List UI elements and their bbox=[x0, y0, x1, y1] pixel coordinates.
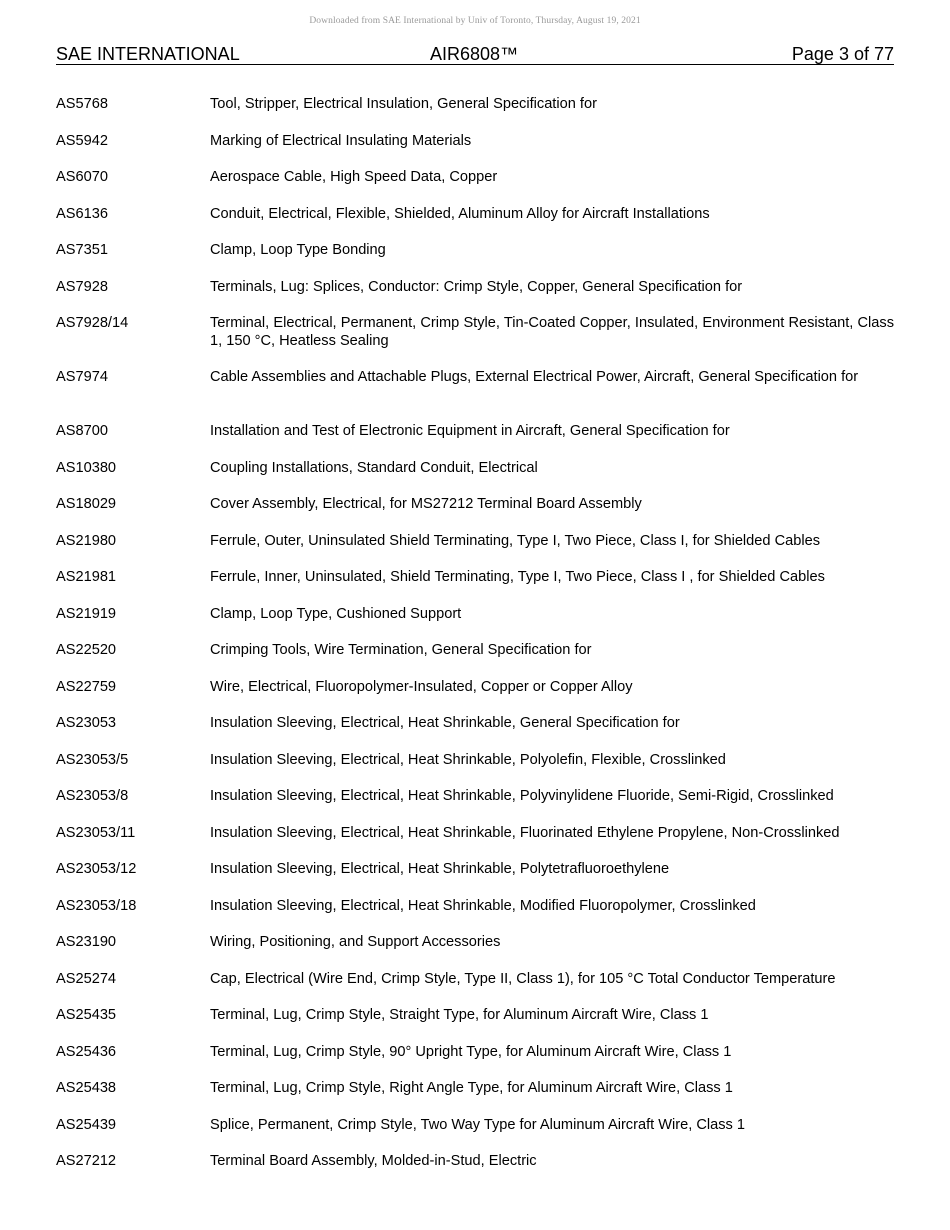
reference-title: Terminal, Lug, Crimp Style, Right Angle Type, for Aluminum Aircraft Wire, Class 1 bbox=[210, 1080, 733, 1096]
reference-code: AS5768 bbox=[56, 96, 108, 112]
reference-entry bbox=[56, 606, 894, 643]
reference-entry bbox=[56, 133, 894, 170]
reference-entry bbox=[56, 569, 894, 606]
reference-code: AS23190 bbox=[56, 934, 117, 950]
reference-entry bbox=[56, 1117, 894, 1154]
reference-title: Terminal Board Assembly, Molded-in-Stud, Electric bbox=[210, 1153, 537, 1169]
reference-title: Terminals, Lug: Splices, Conductor: Crimp Style, Copper, General Specification for bbox=[210, 278, 743, 295]
reference-code: AS25438 bbox=[56, 1080, 117, 1096]
reference-code: AS21981 bbox=[56, 569, 117, 585]
reference-code: AS7974 bbox=[56, 369, 108, 385]
reference-code: AS23053 bbox=[56, 715, 117, 731]
reference-code: AS21980 bbox=[56, 532, 117, 549]
reference-list bbox=[56, 96, 894, 1190]
reference-code: AS23053/11 bbox=[56, 824, 136, 841]
page-header bbox=[56, 44, 894, 65]
reference-entry bbox=[56, 242, 894, 279]
reference-code: AS25439 bbox=[56, 1116, 117, 1133]
reference-title: Wire, Electrical, Fluoropolymer-Insulated, Copper or Copper Alloy bbox=[210, 678, 633, 695]
reference-code: AS23053/8 bbox=[56, 788, 129, 804]
reference-entry bbox=[56, 279, 894, 316]
reference-title: Terminal, Lug, Crimp Style, Straight Type, for Aluminum Aircraft Wire, Class 1 bbox=[210, 1007, 709, 1023]
reference-code: AS22759 bbox=[56, 678, 117, 695]
reference-entry bbox=[56, 898, 894, 935]
reference-title: Terminal, Electrical, Permanent, Crimp Style, Tin-Coated Copper, Insulated, Environment Resistant, Class 1, 150 °C, Heatless Sealing bbox=[210, 315, 894, 349]
reference-title: Coupling Installations, Standard Conduit, Electrical bbox=[210, 459, 538, 476]
reference-title: Insulation Sleeving, Electrical, Heat Shrinkable, Polyolefin, Flexible, Crosslinked bbox=[210, 751, 726, 768]
reference-title: Aerospace Cable, High Speed Data, Copper bbox=[210, 169, 498, 185]
download-watermark: Downloaded from SAE International by Univ of Toronto, Thursday, August 19, 2021 bbox=[309, 16, 641, 26]
reference-code: AS23053/5 bbox=[56, 751, 129, 768]
reference-title: Cover Assembly, Electrical, for MS27212 Terminal Board Assembly bbox=[210, 496, 642, 512]
reference-code: AS7928 bbox=[56, 278, 108, 295]
reference-entry bbox=[56, 1044, 894, 1081]
reference-entry bbox=[56, 423, 894, 460]
reference-entry bbox=[56, 369, 894, 423]
reference-code: AS22520 bbox=[56, 642, 117, 658]
reference-entry bbox=[56, 752, 894, 789]
document-number: AIR6808™ bbox=[430, 44, 519, 64]
publisher-name: SAE INTERNATIONAL bbox=[56, 44, 240, 64]
reference-title: Insulation Sleeving, Electrical, Heat Shrinkable, General Specification for bbox=[210, 715, 680, 731]
reference-code: AS23053/12 bbox=[56, 861, 137, 877]
reference-title: Crimping Tools, Wire Termination, General Specification for bbox=[210, 642, 592, 658]
reference-entry bbox=[56, 1080, 894, 1117]
reference-code: AS18029 bbox=[56, 496, 117, 512]
reference-entry bbox=[56, 533, 894, 570]
reference-entry bbox=[56, 1153, 894, 1190]
reference-code: AS27212 bbox=[56, 1153, 117, 1169]
reference-title: Marking of Electrical Insulating Materials bbox=[210, 132, 472, 149]
reference-entry bbox=[56, 642, 894, 679]
reference-title: Cap, Electrical (Wire End, Crimp Style, Type II, Class 1), for 105 °C Total Conductor Temperature bbox=[210, 970, 836, 987]
reference-code: AS8700 bbox=[56, 423, 108, 439]
reference-title: Terminal, Lug, Crimp Style, 90° Upright Type, for Aluminum Aircraft Wire, Class 1 bbox=[210, 1043, 732, 1060]
page-number: Page 3 of 77 bbox=[791, 44, 894, 64]
reference-entry bbox=[56, 679, 894, 716]
reference-title: Insulation Sleeving, Electrical, Heat Shrinkable, Polyvinylidene Fluoride, Semi-Rigid, Crosslinked bbox=[210, 788, 834, 804]
reference-title: Conduit, Electrical, Flexible, Shielded, Aluminum Alloy for Aircraft Installations bbox=[210, 205, 710, 222]
reference-title: Ferrule, Inner, Uninsulated, Shield Terminating, Type I, Two Piece, Class I , for Shielded Cables bbox=[210, 569, 825, 585]
reference-code: AS7928/14 bbox=[56, 315, 129, 331]
reference-code: AS5942 bbox=[56, 132, 108, 149]
reference-title: Clamp, Loop Type Bonding bbox=[210, 242, 386, 258]
reference-code: AS7351 bbox=[56, 242, 108, 258]
reference-title: Clamp, Loop Type, Cushioned Support bbox=[210, 605, 462, 622]
reference-entry bbox=[56, 206, 894, 243]
reference-entry bbox=[56, 971, 894, 1008]
reference-code: AS6070 bbox=[56, 169, 108, 185]
reference-code: AS25436 bbox=[56, 1043, 117, 1060]
reference-title: Insulation Sleeving, Electrical, Heat Shrinkable, Polytetrafluoroethylene bbox=[210, 861, 670, 877]
reference-code: AS25274 bbox=[56, 970, 117, 987]
reference-entry bbox=[56, 496, 894, 533]
reference-title: Cable Assemblies and Attachable Plugs, External Electrical Power, Aircraft, General Specification for bbox=[210, 369, 859, 385]
reference-entry bbox=[56, 460, 894, 497]
reference-title: Insulation Sleeving, Electrical, Heat Shrinkable, Modified Fluoropolymer, Crosslinked bbox=[210, 897, 756, 914]
reference-code: AS21919 bbox=[56, 605, 117, 622]
reference-code: AS10380 bbox=[56, 459, 117, 476]
reference-entry bbox=[56, 169, 894, 206]
reference-entry bbox=[56, 788, 894, 825]
reference-title: Splice, Permanent, Crimp Style, Two Way Type for Aluminum Aircraft Wire, Class 1 bbox=[210, 1116, 746, 1133]
reference-entry bbox=[56, 934, 894, 971]
reference-entry bbox=[56, 715, 894, 752]
reference-entry bbox=[56, 1007, 894, 1044]
reference-code: AS23053/18 bbox=[56, 897, 137, 914]
reference-title: Wiring, Positioning, and Support Accessories bbox=[210, 934, 501, 950]
reference-code: AS6136 bbox=[56, 205, 108, 222]
reference-title: Ferrule, Outer, Uninsulated Shield Terminating, Type I, Two Piece, Class I, for Shielded Cables bbox=[210, 532, 821, 549]
reference-title: Insulation Sleeving, Electrical, Heat Shrinkable, Fluorinated Ethylene Propylene, Non-Crosslinked bbox=[210, 824, 840, 841]
reference-entry bbox=[56, 861, 894, 898]
reference-entry bbox=[56, 96, 894, 133]
reference-title: Installation and Test of Electronic Equipment in Aircraft, General Specification for bbox=[210, 423, 730, 439]
reference-entry bbox=[56, 315, 894, 369]
reference-code: AS25435 bbox=[56, 1007, 117, 1023]
reference-title: Tool, Stripper, Electrical Insulation, General Specification for bbox=[210, 96, 597, 112]
reference-entry bbox=[56, 825, 894, 862]
